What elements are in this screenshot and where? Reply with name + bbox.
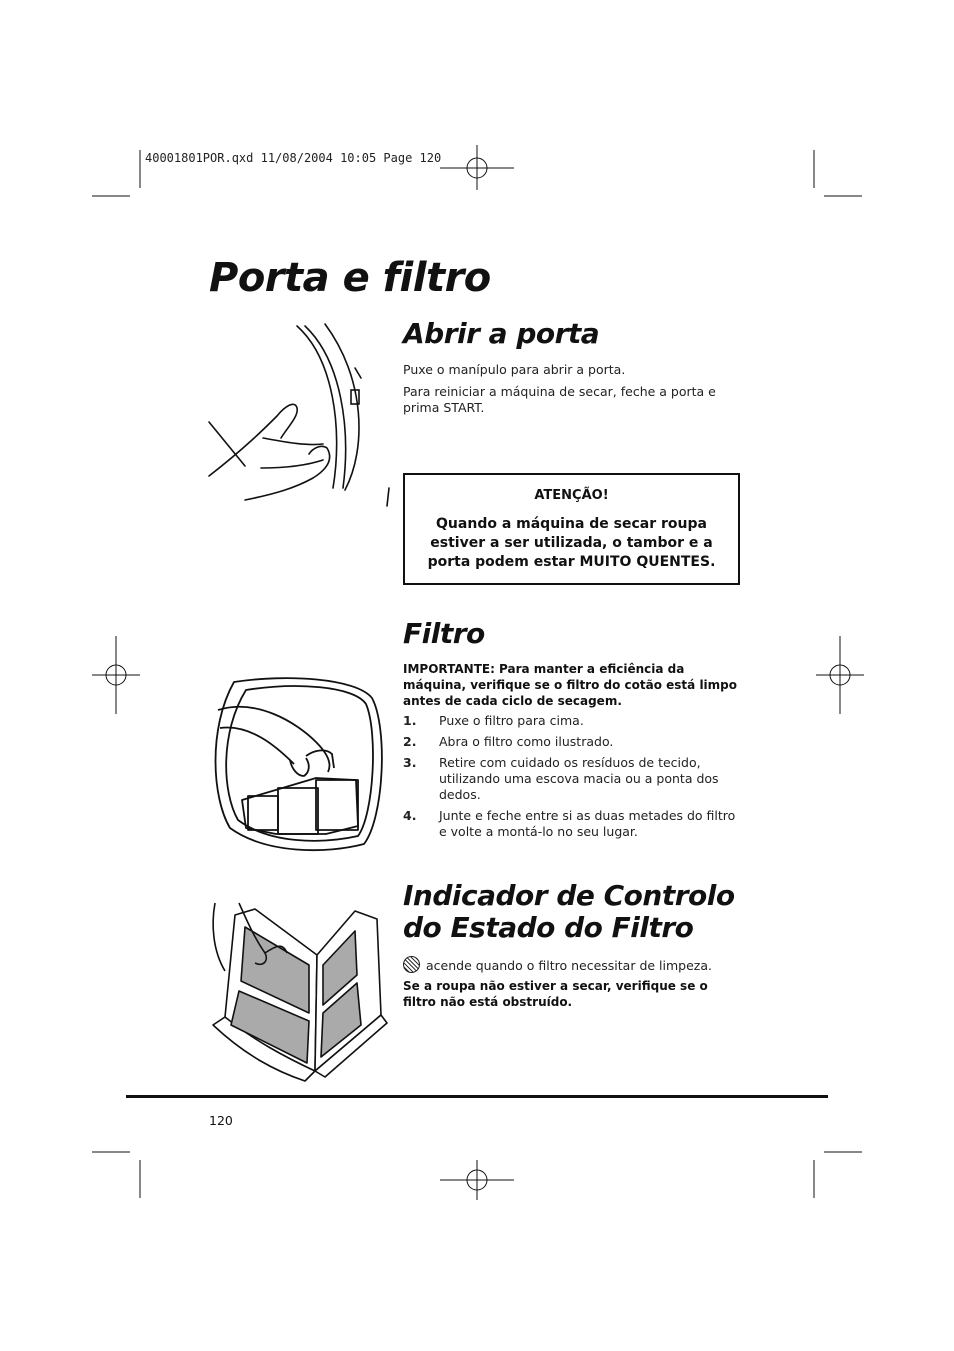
open-filter-illustration bbox=[205, 895, 390, 1085]
door-handle-illustration bbox=[205, 318, 395, 508]
step-number: 3. bbox=[403, 755, 417, 770]
step-text: Puxe o filtro para cima. bbox=[439, 713, 584, 728]
page-number: 120 bbox=[209, 1113, 233, 1128]
step-text: Retire com cuidado os resíduos de tecido, utilizando uma escova macia ou a ponta dos dedos. bbox=[439, 755, 719, 802]
filter-instructions bbox=[403, 661, 743, 845]
door-instructions bbox=[403, 362, 743, 416]
door-step-open: Puxe o manípulo para abrir a porta. bbox=[403, 362, 626, 377]
warning-box bbox=[403, 473, 740, 585]
step-number: 4. bbox=[403, 808, 417, 823]
indicator-instructions bbox=[403, 956, 743, 1010]
indicator-description: acende quando o filtro necessitar de limpeza. bbox=[426, 958, 712, 973]
footer-rule bbox=[126, 1095, 828, 1098]
filter-step bbox=[403, 734, 743, 750]
step-text: Junte e feche entre si as duas metades do filtro e volte a montá-lo no seu lugar. bbox=[439, 808, 736, 839]
door-step-restart: Para reiniciar a máquina de secar, feche a porta e prima START. bbox=[403, 384, 716, 415]
indicator-note: Se a roupa não estiver a secar, verifique se o filtro não está obstruído. bbox=[403, 979, 708, 1009]
door-heading: Abrir a porta bbox=[403, 317, 600, 350]
filter-indicator-icon bbox=[403, 956, 420, 973]
print-slug: 40001801POR.qxd 11/08/2004 10:05 Page 120 bbox=[145, 151, 442, 165]
filter-step bbox=[403, 808, 743, 840]
filter-important-note: IMPORTANTE: Para manter a eficiência da máquina, verifique se o filtro do cotão está limpo antes de cada ciclo de secagem. bbox=[403, 662, 738, 708]
step-text: Abra o filtro como ilustrado. bbox=[439, 734, 614, 749]
page-title: Porta e filtro bbox=[209, 255, 491, 301]
step-number: 1. bbox=[403, 713, 417, 728]
filter-step bbox=[403, 755, 743, 803]
step-number: 2. bbox=[403, 734, 417, 749]
warning-title: ATENÇÃO! bbox=[534, 488, 609, 503]
filter-heading: Filtro bbox=[403, 617, 485, 650]
filter-steps-list bbox=[403, 713, 743, 840]
indicator-heading: Indicador de Controlo do Estado do Filtro bbox=[403, 879, 735, 944]
warning-text: Quando a máquina de secar roupa estiver a ser utilizada, o tambor e a porta podem estar MUITO QUENTES. bbox=[427, 516, 716, 570]
filter-removal-illustration bbox=[206, 668, 386, 853]
filter-step bbox=[403, 713, 743, 729]
